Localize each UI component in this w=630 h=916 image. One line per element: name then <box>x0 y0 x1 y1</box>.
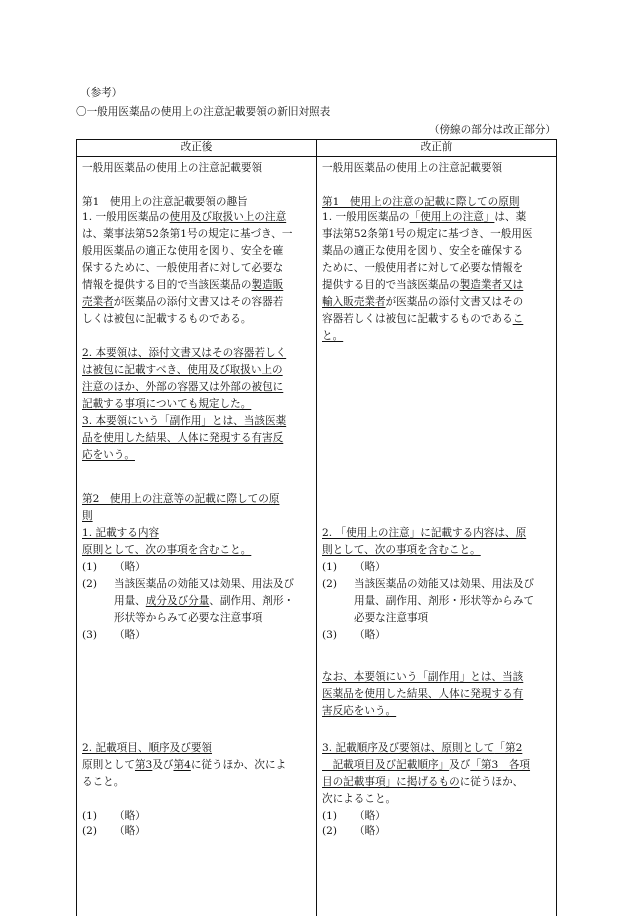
new-sec2-2-line2: ること。 <box>82 776 125 788</box>
old-sec2-line2: 則として、次の事項を含むこと。 <box>322 544 481 556</box>
old-p1-line7: 容器若しくは被包に記載するものであるこ <box>322 313 524 325</box>
new-sec1-p2-line3: 注意のほか、外部の容器又は外部の被包に <box>82 381 284 393</box>
new-item-2-line2: 用量、成分及び分量、副作用、剤形・ <box>114 595 295 607</box>
new-sec1-p2-line4: 記載する事項についても規定した。 <box>82 398 252 410</box>
old-note-line1: なお、本要領にいう「副作用」とは、当該 <box>322 671 524 683</box>
old-title: 一般用医薬品の使用上の注意記載要領 <box>322 162 503 174</box>
table-left-border <box>76 139 77 916</box>
new-sec1-p2-line1: 2. 本要領は、添付文書又はその容器若しく <box>82 347 287 359</box>
new-title: 一般用医薬品の使用上の注意記載要領 <box>82 162 263 174</box>
new-sec1-p2-line2: は被包に記載すべき、使用及び取扱い上の <box>82 364 283 376</box>
document-title: 〇一般用医薬品の使用上の注意記載要領の新旧対照表 <box>76 106 331 118</box>
old-p1-line5: 提供する目的で当該医薬品の製造業者又は <box>322 279 524 291</box>
new-sec2-heading-line2: 則 <box>82 510 93 522</box>
new-sub-2: (2) （略） <box>82 825 146 837</box>
old-p1-line6: 輸入販売業者が医薬品の添付文書又はその <box>322 296 524 308</box>
old-item-2: (2) 当該医薬品の効能又は効果、用法及び <box>322 578 535 590</box>
new-sec1-p1-line2: は、薬事法第52条第1号の規定に基づき、一 <box>82 228 293 240</box>
new-sec1-p1-line6: 売業者が医薬品の添付文書又はその容器若 <box>82 296 284 308</box>
old-item-1: (1) （略） <box>322 561 386 573</box>
new-sub-1: (1) （略） <box>82 810 146 822</box>
old-sec3-line4: 次によること。 <box>322 793 397 805</box>
new-sec2-1-heading: 1. 記載する内容 <box>82 527 160 539</box>
old-sub-2: (2) （略） <box>322 825 386 837</box>
old-sec1-heading: 第1 使用上の注意の記載に際しての原則 <box>322 196 520 208</box>
old-p1-line8: と。 <box>322 330 344 342</box>
new-sec1-heading: 第1 使用上の注意記載要領の趣旨 <box>82 196 248 208</box>
new-sec1-p2-line7: 応をいう。 <box>82 449 135 461</box>
new-sec1-p1-line4: 保するために、一般使用者に対して必要な <box>82 262 284 274</box>
old-sec3-line1: 3. 記載順序及び要領は、原則として「第2 <box>322 742 523 754</box>
new-sec2-heading-line1: 第2 使用上の注意等の記載に際しての原 <box>82 493 280 505</box>
underline-note: （傍線の部分は改正部分） <box>428 124 556 136</box>
reference-label: （参考） <box>80 87 123 99</box>
new-item-2: (2) 当該医薬品の効能又は効果、用法及び <box>82 578 295 590</box>
new-sec2-1-intro: 原則として、次の事項を含むこと。 <box>82 544 252 556</box>
column-header-new: 改正後 <box>180 141 213 153</box>
new-item-3: (3) （略） <box>82 629 146 641</box>
old-sec3-line2: 記載項目及び記載順序」及び「第3 各項 <box>322 759 531 771</box>
old-sec2-line1: 2. 「使用上の注意」に記載する内容は、原 <box>322 527 527 539</box>
new-sec1-p1-line7: しくは被包に記載するものである。 <box>82 313 252 325</box>
old-p1-line2: 事法第52条第1号の規定に基づき、一般用医 <box>322 228 533 240</box>
table-middle-border <box>316 139 317 916</box>
new-item-2-line3: 形状等からみて必要な注意事項 <box>114 612 263 624</box>
new-item-1: (1) （略） <box>82 561 146 573</box>
old-note-line3: 害反応をいう。 <box>322 705 397 717</box>
table-right-border <box>556 139 557 916</box>
new-sec1-p1-line1: 1. 一般用医薬品の使用及び取扱い上の注意 <box>82 211 287 223</box>
old-p1-line4: ために、一般使用者に対して必要な情報を <box>322 262 524 274</box>
new-sec2-2-heading: 2. 記載項目、順序及び要領 <box>82 742 213 754</box>
old-sub-1: (1) （略） <box>322 810 386 822</box>
old-item-2-line3: 必要な注意事項 <box>354 612 429 624</box>
old-note-line2: 医薬品を使用した結果、人体に発現する有 <box>322 688 524 700</box>
old-p1-line3: 薬品の適正な使用を図り、安全を確保する <box>322 245 524 257</box>
old-item-3: (3) （略） <box>322 629 386 641</box>
new-sec1-p1-line5: 情報を提供する目的で当該医薬品の製造販 <box>82 279 284 291</box>
new-sec1-p2-line6: 品を使用した結果、人体に発現する有害反 <box>82 432 284 444</box>
old-item-2-line2: 用量、副作用、剤形・形状等からみて <box>354 595 535 607</box>
new-sec2-2-line1: 原則として第3及び第4に従うほか、次によ <box>82 759 287 771</box>
old-sec3-line3: 目の記載事項」に掲げるものに従うほか、 <box>322 776 524 788</box>
new-sec1-p1-line3: 般用医薬品の適正な使用を図り、安全を確 <box>82 245 284 257</box>
old-p1-line1: 1. 一般用医薬品の「使用上の注意」は、薬 <box>322 211 527 223</box>
column-header-old: 改正前 <box>420 141 453 153</box>
new-sec1-p2-line5: 3. 本要領にいう「副作用」とは、当該医薬 <box>82 415 287 427</box>
